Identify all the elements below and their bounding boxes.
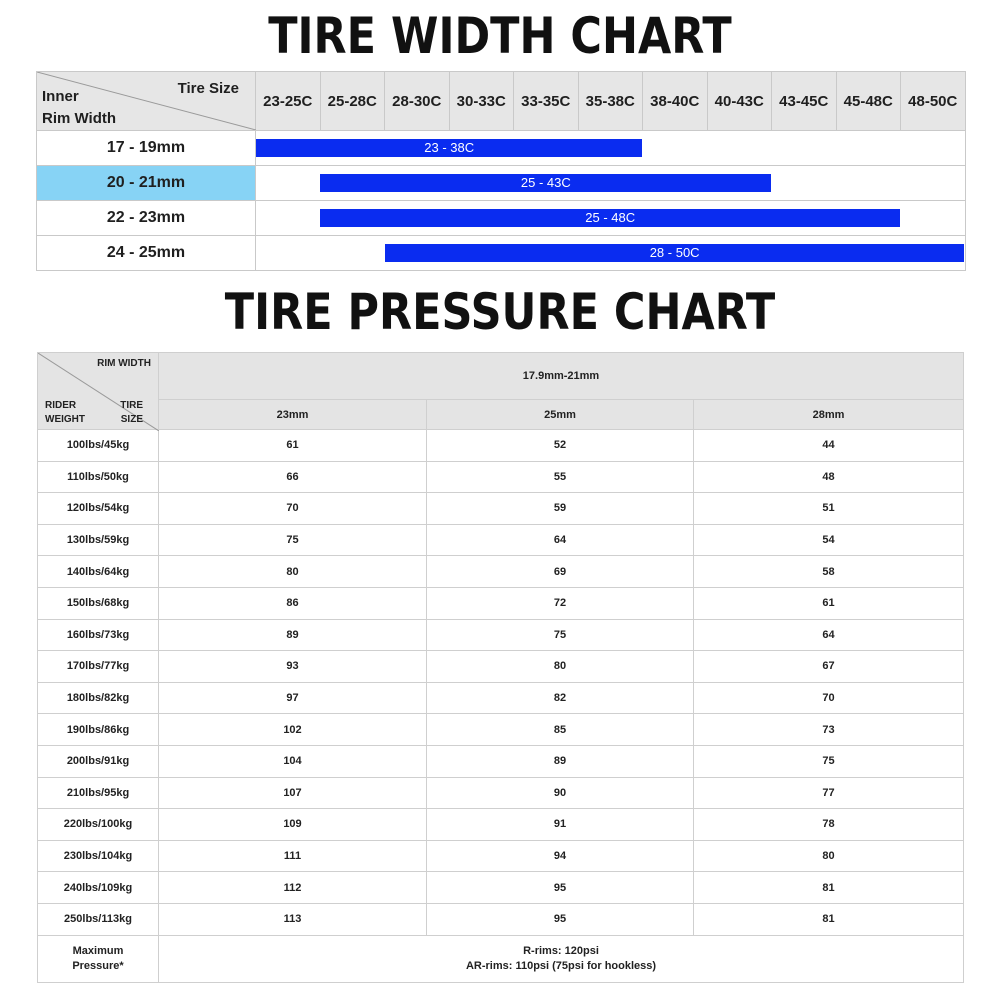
tire-size-range-cell [256, 201, 966, 236]
pressure-value-cell: 91 [427, 809, 694, 841]
rim-width-row [37, 236, 966, 271]
pressure-value-cell: 97 [159, 682, 427, 714]
maximum-pressure-value: R-rims: 120psi AR-rims: 110psi (75psi for hookless) [159, 935, 964, 982]
pressure-value-cell: 81 [694, 872, 964, 904]
rim-width-value: 17.9mm-21mm [159, 353, 964, 400]
pressure-value-cell: 58 [694, 556, 964, 588]
rider-weight-row [38, 556, 964, 588]
rider-weight-label: 210lbs/95kg [38, 777, 159, 809]
maximum-pressure-row [38, 935, 964, 982]
rider-weight-label: 250lbs/113kg [38, 903, 159, 935]
maximum-pressure-label: Maximum Pressure* [38, 935, 159, 982]
tire-size-column-header: 35-38C [578, 72, 643, 131]
pressure-value-cell: 95 [427, 903, 694, 935]
pressure-value-cell: 75 [427, 619, 694, 651]
tire-pressure-rows [38, 430, 964, 936]
rider-weight-label: 130lbs/59kg [38, 524, 159, 556]
rider-weight-label: 150lbs/68kg [38, 587, 159, 619]
tire-size-column-header: 40-43C [707, 72, 772, 131]
pressure-value-cell: 104 [159, 745, 427, 777]
rider-weight-label: 110lbs/50kg [38, 461, 159, 493]
tire-size-axis-label: TIRE SIZE [120, 400, 143, 425]
pressure-value-cell: 66 [159, 461, 427, 493]
rider-weight-label: 160lbs/73kg [38, 619, 159, 651]
pressure-value-cell: 61 [159, 430, 427, 462]
tire-size-column-header: 33-35C [514, 72, 579, 131]
pressure-value-cell: 89 [159, 619, 427, 651]
pressure-value-cell: 51 [694, 493, 964, 525]
rider-weight-label: 190lbs/86kg [38, 714, 159, 746]
rider-weight-row [38, 714, 964, 746]
tire-pressure-table [37, 352, 964, 983]
rider-weight-label: 180lbs/82kg [38, 682, 159, 714]
rider-weight-label: 140lbs/64kg [38, 556, 159, 588]
rim-width-label: 24 - 25mm [37, 236, 256, 271]
pressure-value-cell: 70 [159, 493, 427, 525]
pressure-value-cell: 95 [427, 872, 694, 904]
rider-weight-row [38, 682, 964, 714]
rider-weight-row [38, 840, 964, 872]
pressure-value-cell: 113 [159, 903, 427, 935]
pressure-value-cell: 80 [427, 651, 694, 683]
pressure-value-cell: 52 [427, 430, 694, 462]
rider-weight-row [38, 461, 964, 493]
tire-size-column-header: 23-25C [256, 72, 321, 131]
rider-weight-label: 120lbs/54kg [38, 493, 159, 525]
pressure-value-cell: 85 [427, 714, 694, 746]
pressure-value-cell: 93 [159, 651, 427, 683]
tire-size-column-header: 28-30C [385, 72, 450, 131]
tire-size-range-bar: 25 - 48C [320, 209, 900, 227]
pressure-value-cell: 70 [694, 682, 964, 714]
tire-size-axis-label: Tire Size [177, 80, 239, 97]
tire-size-range-bar: 25 - 43C [320, 174, 771, 192]
tire-size-range-bar: 28 - 50C [385, 244, 965, 262]
inner-rim-width-axis-label: Inner Rim Width [42, 88, 117, 127]
pressure-value-cell: 72 [427, 587, 694, 619]
pressure-value-cell: 94 [427, 840, 694, 872]
rider-weight-axis-label: RIDER WEIGHT [45, 400, 85, 425]
pressure-value-cell: 111 [159, 840, 427, 872]
pressure-value-cell: 77 [694, 777, 964, 809]
rider-weight-row [38, 872, 964, 904]
pressure-value-cell: 48 [694, 461, 964, 493]
pressure-value-cell: 73 [694, 714, 964, 746]
tire-size-column-header: 23mm [159, 400, 427, 430]
tire-width-rows [37, 131, 966, 271]
rim-width-row [37, 131, 966, 166]
tire-width-chart [36, 71, 965, 270]
pressure-value-cell: 86 [159, 587, 427, 619]
rider-weight-row [38, 651, 964, 683]
pressure-value-cell: 78 [694, 809, 964, 841]
pressure-value-cell: 64 [427, 524, 694, 556]
pressure-value-cell: 55 [427, 461, 694, 493]
tire-size-column-header: 28mm [694, 400, 964, 430]
tire-size-range-cell [256, 236, 966, 271]
pressure-value-cell: 90 [427, 777, 694, 809]
tire-size-range-cell [256, 131, 966, 166]
tire-width-corner-cell [37, 72, 256, 131]
rim-width-header-row [38, 353, 964, 400]
pressure-value-cell: 80 [694, 840, 964, 872]
pressure-value-cell: 54 [694, 524, 964, 556]
pressure-value-cell: 69 [427, 556, 694, 588]
tire-size-column-header: 48-50C [901, 72, 966, 131]
rim-width-row [37, 201, 966, 236]
rider-weight-row [38, 619, 964, 651]
rider-weight-label: 220lbs/100kg [38, 809, 159, 841]
rim-width-label: 22 - 23mm [37, 201, 256, 236]
tire-size-column-header: 38-40C [643, 72, 708, 131]
pressure-value-cell: 61 [694, 587, 964, 619]
tire-size-range-cell [256, 166, 966, 201]
rim-width-label: 17 - 19mm [37, 131, 256, 166]
pressure-value-cell: 64 [694, 619, 964, 651]
rider-weight-row [38, 430, 964, 462]
tire-size-column-header: 25-28C [320, 72, 385, 131]
tire-size-column-header: 30-33C [449, 72, 514, 131]
tire-size-column-header: 25mm [427, 400, 694, 430]
tire-size-column-header: 43-45C [772, 72, 837, 131]
pressure-value-cell: 67 [694, 651, 964, 683]
rider-weight-label: 230lbs/104kg [38, 840, 159, 872]
rider-weight-row [38, 745, 964, 777]
tire-pressure-corner-cell [38, 353, 159, 430]
pressure-value-cell: 82 [427, 682, 694, 714]
pressure-value-cell: 75 [694, 745, 964, 777]
rider-weight-row [38, 493, 964, 525]
rider-weight-row [38, 587, 964, 619]
tire-size-range-bar: 23 - 38C [256, 139, 642, 157]
pressure-value-cell: 59 [427, 493, 694, 525]
rider-weight-label: 200lbs/91kg [38, 745, 159, 777]
rider-weight-label: 240lbs/109kg [38, 872, 159, 904]
tire-width-chart-title: TIRE WIDTH CHART [268, 7, 732, 65]
pressure-value-cell: 75 [159, 524, 427, 556]
tire-pressure-chart [37, 352, 963, 983]
rider-weight-row [38, 524, 964, 556]
pressure-value-cell: 112 [159, 872, 427, 904]
rider-weight-label: 170lbs/77kg [38, 651, 159, 683]
rider-weight-row [38, 903, 964, 935]
pressure-value-cell: 89 [427, 745, 694, 777]
pressure-value-cell: 44 [694, 430, 964, 462]
pressure-value-cell: 102 [159, 714, 427, 746]
rider-weight-row [38, 777, 964, 809]
tire-size-column-header: 45-48C [836, 72, 901, 131]
pressure-value-cell: 81 [694, 903, 964, 935]
rider-weight-row [38, 809, 964, 841]
tire-size-header-row [38, 400, 964, 430]
rim-width-label: 20 - 21mm [37, 166, 256, 201]
rim-width-row [37, 166, 966, 201]
tire-width-table [36, 71, 966, 271]
pressure-value-cell: 107 [159, 777, 427, 809]
rider-weight-label: 100lbs/45kg [38, 430, 159, 462]
tire-pressure-chart-title: TIRE PRESSURE CHART [224, 283, 776, 341]
tire-width-header-row [37, 72, 966, 131]
pressure-value-cell: 109 [159, 809, 427, 841]
rim-width-axis-label: RIM WIDTH [97, 358, 151, 369]
pressure-value-cell: 80 [159, 556, 427, 588]
